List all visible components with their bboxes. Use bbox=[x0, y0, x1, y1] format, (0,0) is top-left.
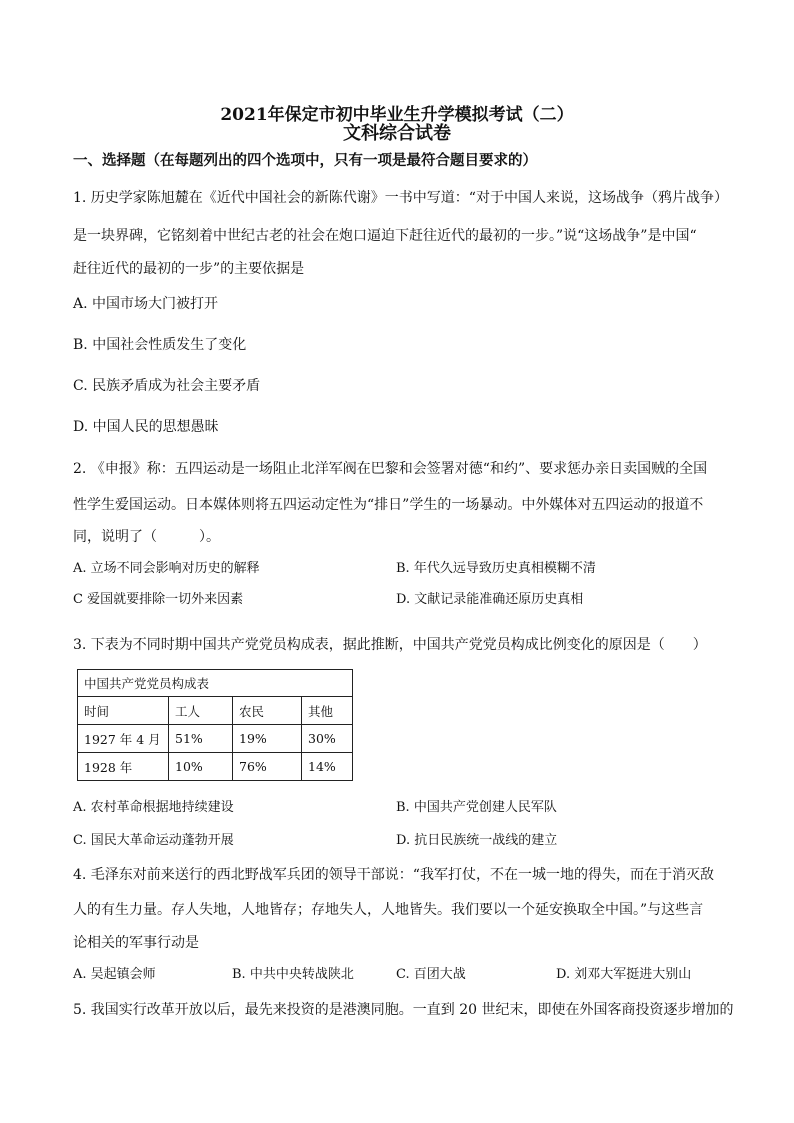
q3-stem: 3. 下表为不同时期中国共产党党员构成表，据此推断，中国共产党党员构成比例变化的原因是（ ） bbox=[73, 637, 707, 653]
table-cell: 14% bbox=[302, 753, 353, 781]
q3-option-d: D. 抗日民族统一战线的建立 bbox=[396, 833, 558, 848]
table-cell: 76% bbox=[233, 753, 302, 781]
table-header-cell: 其他 bbox=[302, 697, 353, 725]
q2-option-a: A. 立场不同会影响对历史的解释 bbox=[73, 561, 260, 576]
q4-option-c: C. 百团大战 bbox=[396, 967, 466, 982]
exam-title: 2021年保定市初中毕业生升学模拟考试（二） bbox=[220, 105, 574, 125]
table-header-cell: 工人 bbox=[169, 697, 233, 725]
q4-stem-line-3: 论相关的军事行动是 bbox=[73, 935, 199, 951]
q2-option-d: D. 文献记录能准确还原历史真相 bbox=[396, 592, 584, 607]
table-cell: 30% bbox=[302, 725, 353, 753]
table-row bbox=[78, 725, 353, 753]
section-heading: 一、选择题（在每题列出的四个选项中，只有一项是最符合题目要求的） bbox=[73, 152, 537, 169]
q4-option-a: A. 吴起镇会师 bbox=[73, 967, 156, 982]
q2-stem-line-3: 同，说明了（ ）。 bbox=[73, 529, 220, 545]
q1-option-a: A. 中国市场大门被打开 bbox=[73, 296, 219, 312]
q1-option-d: D. 中国人民的思想愚昧 bbox=[73, 419, 219, 435]
q4-option-b: B. 中共中央转战陕北 bbox=[232, 967, 354, 982]
table-header-row bbox=[78, 697, 353, 725]
q4-stem-line-2: 人的有生力量。存人失地，人地皆存；存地失人，人地皆失。我们要以一个延安换取全中国。”与这些言 bbox=[73, 902, 704, 918]
q3-option-c: C. 国民大革命运动蓬勃开展 bbox=[73, 833, 234, 848]
table-cell: 19% bbox=[233, 725, 302, 753]
q1-stem-line-1: 1. 历史学家陈旭麓在《近代中国社会的新陈代谢》一书中写道：“对于中国人来说，这场战争（鸦片战争） bbox=[73, 190, 728, 206]
table-cell: 51% bbox=[169, 725, 233, 753]
q5-stem-line-1: 5. 我国实行改革开放以后，最先来投资的是港澳同胞。一直到 20 世纪末，即使在外国客商投资逐步增加的 bbox=[73, 1002, 734, 1018]
q1-option-c: C. 民族矛盾成为社会主要矛盾 bbox=[73, 378, 261, 394]
q2-option-c: C 爱国就要排除一切外来因素 bbox=[73, 592, 244, 607]
q2-stem-line-2: 性学生爱国运动。日本媒体则将五四运动定性为“排日”学生的一场暴动。中外媒体对五四运动的报道不 bbox=[73, 497, 704, 513]
table-caption: 中国共产党党员构成表 bbox=[78, 670, 353, 697]
table-header-cell: 时间 bbox=[78, 697, 169, 725]
q1-stem-line-2: 是一块界碑，它铭刻着中世纪古老的社会在炮口逼迫下赶往近代的最初的一步。”说“这场战争”是中国“ bbox=[73, 228, 697, 244]
exam-subtitle: 文科综合试卷 bbox=[343, 123, 451, 144]
table-cell: 10% bbox=[169, 753, 233, 781]
table-header-cell: 农民 bbox=[233, 697, 302, 725]
q4-stem-line-1: 4. 毛泽东对前来送行的西北野战军兵团的领导干部说：“我军打仗，不在一城一地的得失，而在于消灭敌 bbox=[73, 867, 714, 883]
q3-option-b: B. 中国共产党创建人民军队 bbox=[396, 800, 557, 815]
q1-option-b: B. 中国社会性质发生了变化 bbox=[73, 337, 247, 353]
q1-stem-line-3: 赶往近代的最初的一步”的主要依据是 bbox=[73, 261, 305, 277]
q3-option-a: A. 农村革命根据地持续建设 bbox=[73, 800, 234, 815]
table-row bbox=[78, 753, 353, 781]
party-membership-table bbox=[77, 669, 353, 781]
q2-option-b: B. 年代久远导致历史真相模糊不清 bbox=[396, 561, 596, 576]
q4-option-d: D. 刘邓大军挺进大别山 bbox=[556, 967, 692, 982]
table-cell: 1928 年 bbox=[78, 753, 169, 781]
table-cell: 1927 年 4 月 bbox=[78, 725, 169, 753]
q2-stem-line-1: 2. 《申报》称：五四运动是一场阻止北洋军阀在巴黎和会签署对德“和约”、要求惩办亲日卖国贼的全国 bbox=[73, 461, 708, 477]
